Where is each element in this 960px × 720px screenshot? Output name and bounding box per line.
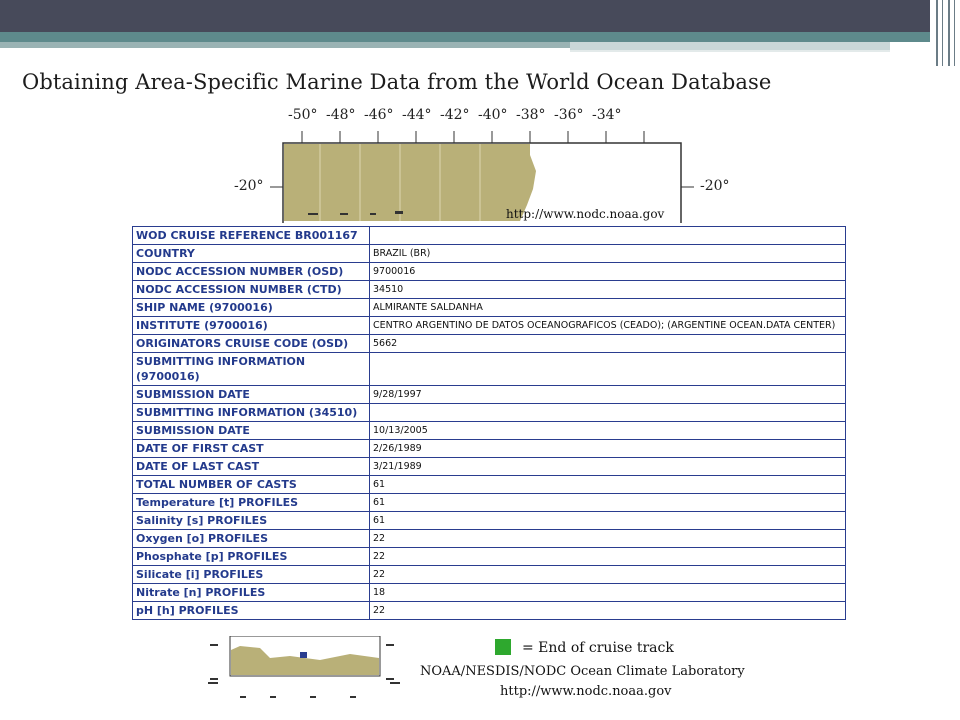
- row-value: 22: [370, 566, 846, 584]
- row-label: DATE OF FIRST CAST: [133, 440, 370, 458]
- table-row: [133, 299, 846, 317]
- row-value: 5662: [370, 335, 846, 353]
- map-url-bottom: http://www.nodc.noaa.gov: [500, 684, 672, 699]
- row-label: Oxygen [o] PROFILES: [133, 530, 370, 548]
- row-value: CENTRO ARGENTINO DE DATOS OCEANOGRAFICOS (CEADO); (ARGENTINE OCEAN.DATA CENTER): [370, 317, 846, 335]
- lab-name: NOAA/NESDIS/NODC Ocean Climate Laboratory: [420, 664, 745, 679]
- table-row: [133, 566, 846, 584]
- table-row: [133, 602, 846, 620]
- table-row: [133, 281, 846, 299]
- row-label: WOD CRUISE REFERENCE BR001167: [133, 227, 370, 245]
- row-value: 22: [370, 548, 846, 566]
- table-row: [133, 584, 846, 602]
- row-value: ALMIRANTE SALDANHA: [370, 299, 846, 317]
- row-label: SUBMITTING INFORMATION (34510): [133, 404, 370, 422]
- lon-label: -42°: [440, 107, 470, 123]
- row-value: [370, 353, 846, 386]
- row-label: Nitrate [n] PROFILES: [133, 584, 370, 602]
- row-label: INSTITUTE (9700016): [133, 317, 370, 335]
- table-row: [133, 263, 846, 281]
- lon-label: -50°: [288, 107, 318, 123]
- lon-label: -38°: [516, 107, 546, 123]
- cruise-map-bottom: [200, 636, 745, 720]
- row-label: Salinity [s] PROFILES: [133, 512, 370, 530]
- row-value: 61: [370, 512, 846, 530]
- slide-side-lines: [930, 0, 960, 66]
- table-row: [133, 317, 846, 335]
- cruise-info-table: [132, 226, 846, 620]
- table-row: [133, 386, 846, 404]
- row-label: NODC ACCESSION NUMBER (CTD): [133, 281, 370, 299]
- slide-top-bar: [0, 0, 960, 32]
- row-label: COUNTRY: [133, 245, 370, 263]
- row-label: SHIP NAME (9700016): [133, 299, 370, 317]
- row-label: pH [h] PROFILES: [133, 602, 370, 620]
- row-value: [370, 404, 846, 422]
- lat-label-left: -20°: [234, 178, 264, 194]
- row-label: Temperature [t] PROFILES: [133, 494, 370, 512]
- lon-label: -40°: [478, 107, 508, 123]
- table-row: [133, 494, 846, 512]
- map-url-top: http://www.nodc.noaa.gov: [506, 207, 665, 221]
- slide-accent-bar-pale: [570, 42, 890, 50]
- table-row: [133, 548, 846, 566]
- table-row: [133, 245, 846, 263]
- row-label: Silicate [i] PROFILES: [133, 566, 370, 584]
- row-label: SUBMISSION DATE: [133, 422, 370, 440]
- lon-label: -44°: [402, 107, 432, 123]
- table-row: [133, 476, 846, 494]
- row-value: 2/26/1989: [370, 440, 846, 458]
- row-value: 22: [370, 602, 846, 620]
- row-value: 34510: [370, 281, 846, 299]
- lon-label: -46°: [364, 107, 394, 123]
- row-label: SUBMISSION DATE: [133, 386, 370, 404]
- lon-label: -48°: [326, 107, 356, 123]
- lon-label: -34°: [592, 107, 622, 123]
- table-row: [133, 458, 846, 476]
- row-value: [370, 227, 846, 245]
- lat-label-right: -20°: [700, 178, 730, 194]
- row-value: 10/13/2005: [370, 422, 846, 440]
- table-row: [133, 422, 846, 440]
- row-label: ORIGINATORS CRUISE CODE (OSD): [133, 335, 370, 353]
- row-label: DATE OF LAST CAST: [133, 458, 370, 476]
- lon-label: -36°: [554, 107, 584, 123]
- row-value: 22: [370, 530, 846, 548]
- row-label: SUBMITTING INFORMATION (9700016): [133, 353, 370, 386]
- row-value: 3/21/1989: [370, 458, 846, 476]
- row-value: 61: [370, 494, 846, 512]
- row-value: 18: [370, 584, 846, 602]
- table-row: [133, 353, 846, 386]
- table-row: [133, 512, 846, 530]
- row-label: TOTAL NUMBER OF CASTS: [133, 476, 370, 494]
- row-label: Phosphate [p] PROFILES: [133, 548, 370, 566]
- row-label: NODC ACCESSION NUMBER (OSD): [133, 263, 370, 281]
- table-row: [133, 404, 846, 422]
- row-value: BRAZIL (BR): [370, 245, 846, 263]
- slide-title: Obtaining Area-Specific Marine Data from the World Ocean Database: [22, 70, 772, 94]
- slide-accent-bar-light: [0, 42, 570, 48]
- row-value: 9700016: [370, 263, 846, 281]
- slide-accent-line: [570, 50, 890, 52]
- cruise-map-top: [230, 105, 750, 223]
- slide-accent-bar: [0, 32, 960, 42]
- row-value: 9/28/1997: [370, 386, 846, 404]
- table-row: [133, 530, 846, 548]
- row-value: 61: [370, 476, 846, 494]
- table-row: [133, 335, 846, 353]
- legend-label: = End of cruise track: [522, 640, 674, 656]
- table-row: [133, 440, 846, 458]
- table-row: [133, 227, 846, 245]
- legend-swatch: [495, 639, 511, 655]
